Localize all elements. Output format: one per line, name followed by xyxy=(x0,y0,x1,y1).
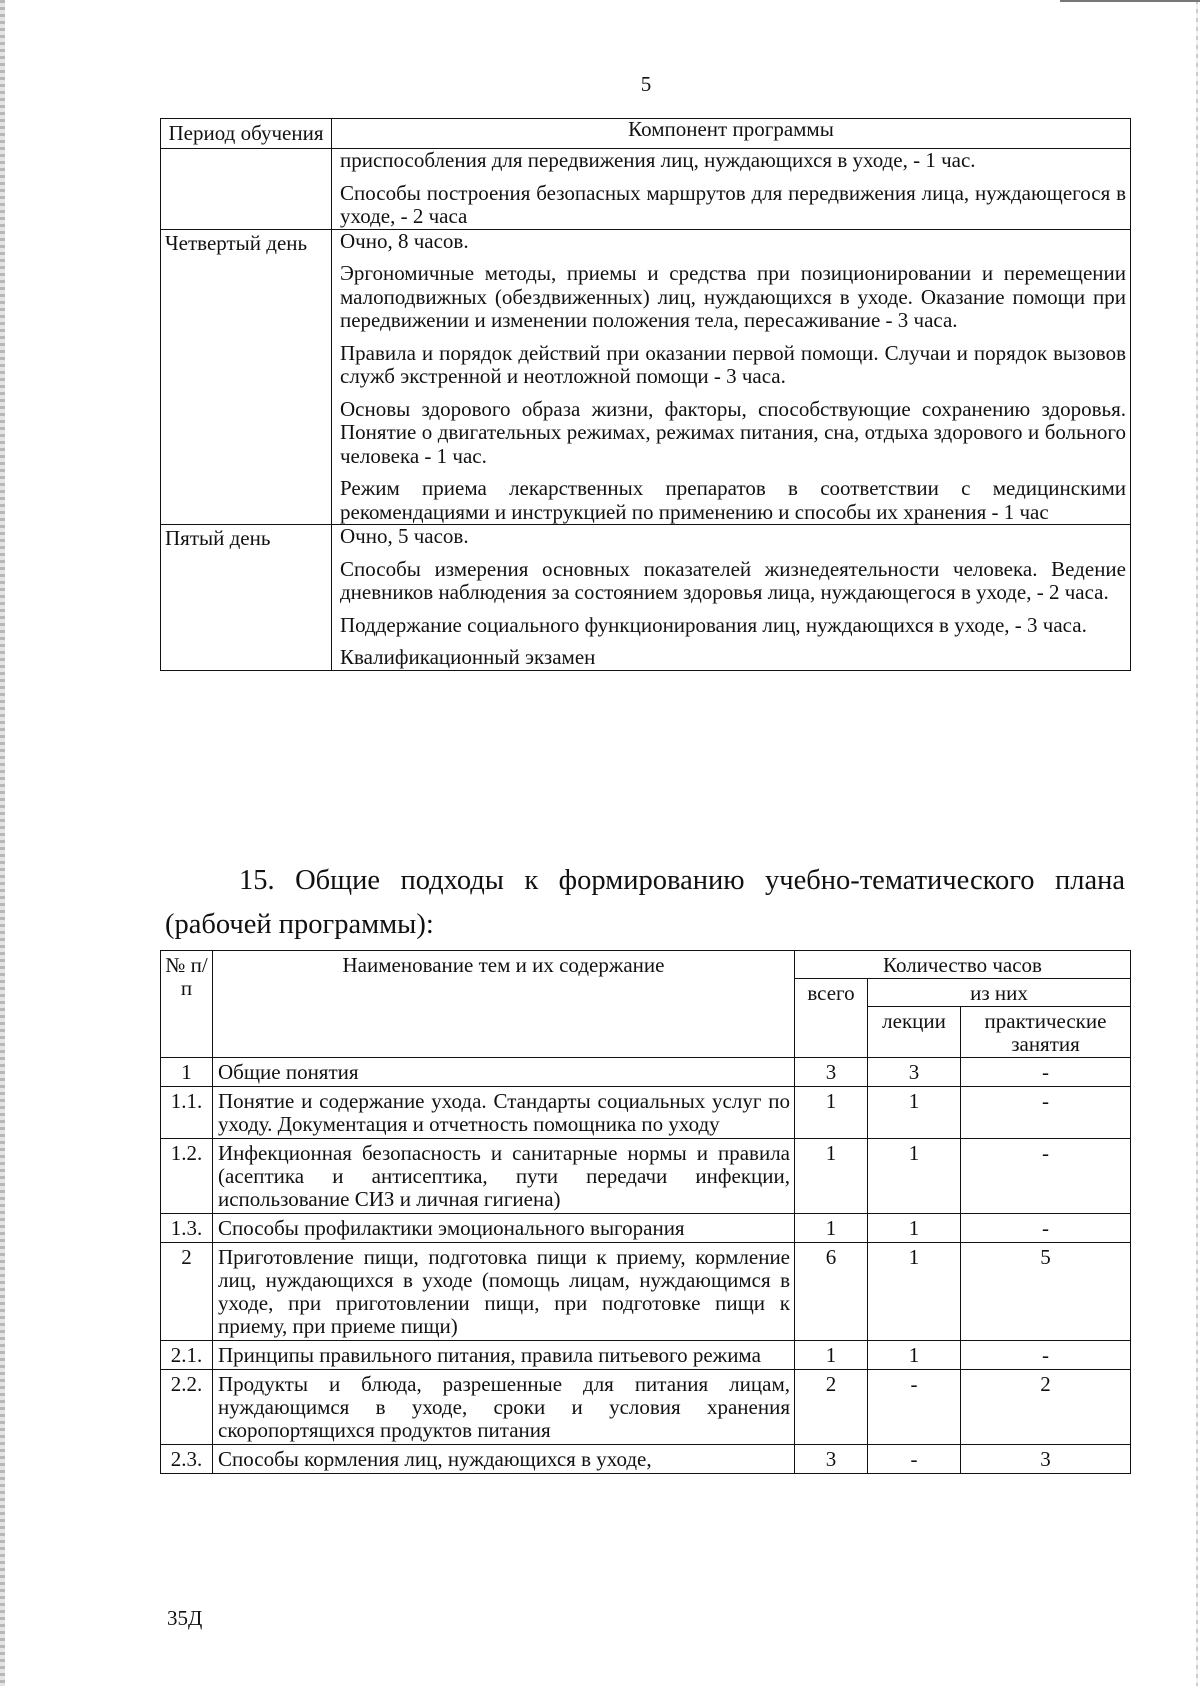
topic-name: Понятие и содержание ухода. Стандарты социальных услуг по уходу. Документация и отчетность помощника по уходу xyxy=(213,1087,795,1139)
plan-row xyxy=(161,1139,1131,1214)
schedule-table xyxy=(160,118,1131,671)
hours-practice: - xyxy=(961,1341,1131,1370)
row-number: 2 xyxy=(161,1243,213,1341)
plan-table xyxy=(160,950,1131,1474)
component-item: Способы построения безопасных маршрутов для передвижения лица, нуждающегося в уходе, - 2 часа xyxy=(340,180,1126,228)
hours-lectures: 1 xyxy=(868,1139,961,1214)
component-item: приспособления для передвижения лиц, нуждающихся в уходе, - 1 час. xyxy=(340,148,976,172)
hours-total: 2 xyxy=(795,1370,868,1445)
schedule-header-row xyxy=(161,119,1131,149)
schedule-row xyxy=(161,149,1131,230)
hours-lectures: 1 xyxy=(868,1214,961,1243)
row-number: 1.3. xyxy=(161,1214,213,1243)
section-heading xyxy=(165,859,1125,947)
topic-name: Способы кормления лиц, нуждающихся в уходе, xyxy=(213,1445,795,1474)
plan-row xyxy=(161,1243,1131,1341)
row-number: 2.1. xyxy=(161,1341,213,1370)
hours-total: 6 xyxy=(795,1243,868,1341)
component-item: Эргономичные методы, приемы и средства при позиционировании и перемещении малоподвижных (обездвиженных) лиц, нуждающихся в уходе. Оказание помощи при передвижении и изменении положения тела, пересаживание - 3 часа. xyxy=(340,261,1126,332)
component-cell xyxy=(332,229,1131,525)
topic-name: Приготовление пищи, подготовка пищи к приему, кормление лиц, нуждающихся в уходе (помощь лицам, нуждающимся в уходе, при приготовлении пищи, при подготовке пищи к приему, при приеме пищи) xyxy=(213,1243,795,1341)
hours-total: 1 xyxy=(795,1214,868,1243)
hours-total: 1 xyxy=(795,1341,868,1370)
header-num: № п/п xyxy=(161,951,213,1058)
row-number: 1.1. xyxy=(161,1087,213,1139)
hours-total: 3 xyxy=(795,1058,868,1087)
topic-name: Инфекционная безопасность и санитарные нормы и правила (асептика и антисептика, пути передачи инфекции, использование СИЗ и личная гигиена) xyxy=(213,1139,795,1214)
hours-practice: 5 xyxy=(961,1243,1131,1341)
row-number: 1.2. xyxy=(161,1139,213,1214)
plan-row xyxy=(161,1445,1131,1474)
period-cell: Четвертый день xyxy=(161,229,332,525)
plan-row xyxy=(161,1087,1131,1139)
schedule-row xyxy=(161,525,1131,671)
hours-lectures: - xyxy=(868,1445,961,1474)
component-item: Правила и порядок действий при оказании первой помощи. Случаи и порядок вызовов служб экстренной и неотложной помощи - 3 часа. xyxy=(340,340,1126,388)
scan-edge-left xyxy=(0,0,5,1686)
hours-lectures: - xyxy=(868,1370,961,1445)
row-number: 2.2. xyxy=(161,1370,213,1445)
section-heading-line1: 15. Общие подходы к формированию учебно-тематического плана xyxy=(239,865,1125,896)
component-cell xyxy=(332,149,1131,230)
schedule-row xyxy=(161,229,1131,525)
scan-edge-right xyxy=(1196,0,1198,1686)
header-name: Наименование тем и их содержание xyxy=(213,951,795,1058)
scan-edge-top xyxy=(1060,0,1200,2)
hours-practice: - xyxy=(961,1087,1131,1139)
hours-total: 1 xyxy=(795,1087,868,1139)
period-cell xyxy=(161,149,332,230)
header-hours: Количество часов xyxy=(795,951,1131,979)
topic-name: Общие понятия xyxy=(213,1058,795,1087)
topic-name: Способы профилактики эмоционального выгорания xyxy=(213,1214,795,1243)
hours-practice: - xyxy=(961,1214,1131,1243)
topic-name: Продукты и блюда, разрешенные для питания лицам, нуждающимся в уходе, сроки и условия хранения скоропортящихся продуктов питания xyxy=(213,1370,795,1445)
component-item: Очно, 8 часов. xyxy=(340,228,469,253)
component-item: Режим приема лекарственных препаратов в соответствии с медицинскими рекомендациями и инструкцией по применению и способы их хранения - 1 час xyxy=(340,476,1126,524)
footer-code: 35Д xyxy=(167,1606,203,1630)
component-cell xyxy=(332,525,1131,671)
component-item: Основы здорового образа жизни, факторы, способствующие сохранению здоровья. Понятие о двигательных режимах, режимах питания, сна, отдыха здорового и больного человека - 1 час. xyxy=(340,396,1126,468)
component-item: Способы измерения основных показателей жизнедеятельности человека. Ведение дневников наблюдения за состоянием здоровья лица, нуждающегося в уходе, - 2 часа. xyxy=(340,556,1126,604)
header-of-them: из них xyxy=(868,979,1131,1007)
plan-row xyxy=(161,1214,1131,1243)
page-number: 5 xyxy=(640,72,652,96)
header-lectures: лекции xyxy=(868,1007,961,1058)
hours-lectures: 1 xyxy=(868,1341,961,1370)
hours-lectures: 1 xyxy=(868,1243,961,1341)
hours-total: 3 xyxy=(795,1445,868,1474)
period-cell: Пятый день xyxy=(161,525,332,671)
hours-total: 1 xyxy=(795,1139,868,1214)
hours-practice: 3 xyxy=(961,1445,1131,1474)
row-number: 2.3. xyxy=(161,1445,213,1474)
hours-practice: - xyxy=(961,1139,1131,1214)
header-component: Компонент программы xyxy=(332,119,1131,149)
hours-practice: 2 xyxy=(961,1370,1131,1445)
plan-row xyxy=(161,1341,1131,1370)
component-item: Очно, 5 часов. xyxy=(340,524,469,548)
header-period: Период обучения xyxy=(161,119,332,149)
hours-lectures: 1 xyxy=(868,1087,961,1139)
component-item: Поддержание социального функционирования лиц, нуждающихся в уходе, - 3 часа. xyxy=(340,612,1087,637)
row-number: 1 xyxy=(161,1058,213,1087)
section-heading-line2: (рабочей программы): xyxy=(165,909,434,940)
hours-practice: - xyxy=(961,1058,1131,1087)
plan-row xyxy=(161,1058,1131,1087)
plan-row xyxy=(161,1370,1131,1445)
header-total: всего xyxy=(795,979,868,1058)
topic-name: Принципы правильного питания, правила питьевого режима xyxy=(213,1341,795,1370)
component-item: Квалификационный экзамен xyxy=(340,645,596,669)
plan-header-row xyxy=(161,951,1131,979)
header-practice: практические занятия xyxy=(961,1007,1131,1058)
hours-lectures: 3 xyxy=(868,1058,961,1087)
